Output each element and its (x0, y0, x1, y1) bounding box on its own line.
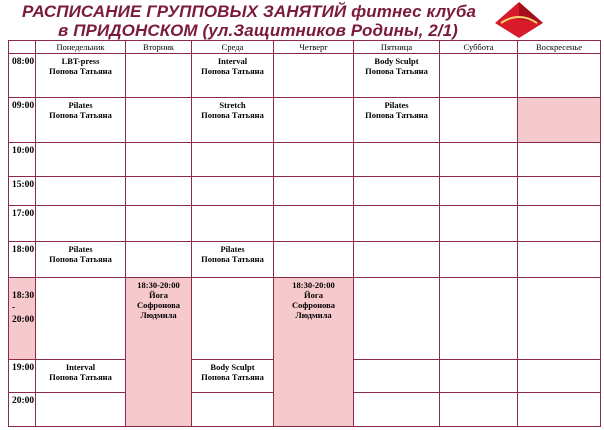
empty-cell (126, 177, 192, 206)
class-trainer: Попова Татьяна (49, 110, 112, 120)
empty-cell (192, 206, 274, 242)
empty-cell (36, 278, 126, 360)
day-header: Среда (192, 41, 274, 54)
empty-cell (354, 242, 440, 278)
club-logo (493, 1, 545, 39)
empty-cell (518, 242, 601, 278)
class-name: Body Sculpt (374, 56, 419, 66)
class-trainer: Попова Татьяна (201, 372, 264, 382)
class-cell (354, 54, 440, 98)
empty-cell (36, 143, 126, 177)
class-name: Stretch (219, 100, 246, 110)
class-cell (192, 360, 274, 393)
header-row (9, 41, 601, 54)
class-trainer: Попова Татьяна (365, 66, 428, 76)
class-trainer: Попова Татьяна (49, 66, 112, 76)
empty-cell (354, 393, 440, 427)
day-header: Вторник (126, 41, 192, 54)
empty-cell (440, 143, 518, 177)
class-trainer: Попова Татьяна (49, 372, 112, 382)
empty-cell (354, 206, 440, 242)
class-name: Interval (217, 56, 248, 66)
class-name: Interval (65, 362, 96, 372)
class-name: Pilates (68, 244, 93, 254)
empty-cell (354, 360, 440, 393)
empty-cell (192, 143, 274, 177)
highlighted-cell (518, 98, 601, 143)
corner-cell (9, 41, 36, 54)
empty-cell (274, 143, 354, 177)
time-row (9, 143, 601, 177)
time-label: 10:00 (9, 143, 36, 177)
time-label: 08:00 (9, 54, 36, 98)
time-label: 17:00 (9, 206, 36, 242)
time-row (9, 278, 601, 360)
empty-cell (518, 206, 601, 242)
empty-cell (354, 143, 440, 177)
class-trainer: Попова Татьяна (365, 110, 428, 120)
class-name: Йога (304, 290, 323, 300)
class-time: 18:30-20:00 (292, 280, 335, 290)
empty-cell (274, 54, 354, 98)
empty-cell (126, 54, 192, 98)
class-cell-yoga (126, 278, 192, 427)
empty-cell (440, 98, 518, 143)
class-trainer: Попова Татьяна (201, 254, 264, 264)
empty-cell (440, 206, 518, 242)
empty-cell (192, 393, 274, 427)
class-trainer: Попова Татьяна (201, 66, 264, 76)
class-name: Pilates (68, 100, 93, 110)
time-label: 19:00 (9, 360, 36, 393)
time-row (9, 177, 601, 206)
class-trainer: Людмила (295, 310, 332, 320)
class-cell (192, 98, 274, 143)
class-cell (354, 98, 440, 143)
time-row (9, 54, 601, 98)
class-trainer: Софронова (291, 300, 336, 310)
empty-cell (518, 177, 601, 206)
empty-cell (518, 54, 601, 98)
empty-cell (354, 278, 440, 360)
empty-cell (440, 360, 518, 393)
class-name: LBT-press (61, 56, 100, 66)
class-trainer: Софронова (136, 300, 181, 310)
class-name: Pilates (384, 100, 409, 110)
day-header: Четверг (274, 41, 354, 54)
time-row (9, 98, 601, 143)
class-cell (36, 360, 126, 393)
time-label: 09:00 (9, 98, 36, 143)
empty-cell (36, 393, 126, 427)
day-header: Воскресенье (518, 41, 601, 54)
class-trainer: Попова Татьяна (49, 254, 112, 264)
empty-cell (518, 360, 601, 393)
class-cell (36, 54, 126, 98)
empty-cell (126, 242, 192, 278)
time-row (9, 242, 601, 278)
schedule-title-line2: в ПРИДОНСКОМ (ул.Защитников Родины, 2/1) (58, 21, 458, 40)
time-label-text: 18:30 - 20:00 (12, 291, 35, 325)
empty-cell (440, 278, 518, 360)
empty-cell (518, 278, 601, 360)
empty-cell (192, 177, 274, 206)
time-row (9, 206, 601, 242)
class-cell (36, 98, 126, 143)
empty-cell (274, 177, 354, 206)
empty-cell (274, 242, 354, 278)
time-label (9, 278, 36, 360)
schedule-table (8, 40, 601, 427)
class-name: Йога (149, 290, 168, 300)
empty-cell (274, 206, 354, 242)
empty-cell (126, 206, 192, 242)
day-header: Пятница (354, 41, 440, 54)
empty-cell (126, 98, 192, 143)
schedule-title-line1: РАСПИСАНИЕ ГРУППОВЫХ ЗАНЯТИЙ фитнес клуба (22, 2, 476, 21)
empty-cell (36, 206, 126, 242)
empty-cell (440, 393, 518, 427)
empty-cell (274, 98, 354, 143)
class-name: Pilates (220, 244, 245, 254)
time-label: 20:00 (9, 393, 36, 427)
empty-cell (440, 54, 518, 98)
class-cell (36, 242, 126, 278)
empty-cell (126, 143, 192, 177)
class-cell (192, 54, 274, 98)
empty-cell (192, 278, 274, 360)
class-cell-yoga (274, 278, 354, 427)
time-label: 15:00 (9, 177, 36, 206)
empty-cell (518, 143, 601, 177)
empty-cell (440, 177, 518, 206)
time-label: 18:00 (9, 242, 36, 278)
class-trainer: Попова Татьяна (201, 110, 264, 120)
empty-cell (518, 393, 601, 427)
day-header: Суббота (440, 41, 518, 54)
empty-cell (354, 177, 440, 206)
class-name: Body Sculpt (210, 362, 255, 372)
class-time: 18:30-20:00 (137, 280, 180, 290)
day-header: Понедельник (36, 41, 126, 54)
class-cell (192, 242, 274, 278)
empty-cell (36, 177, 126, 206)
class-trainer: Людмила (140, 310, 177, 320)
empty-cell (440, 242, 518, 278)
